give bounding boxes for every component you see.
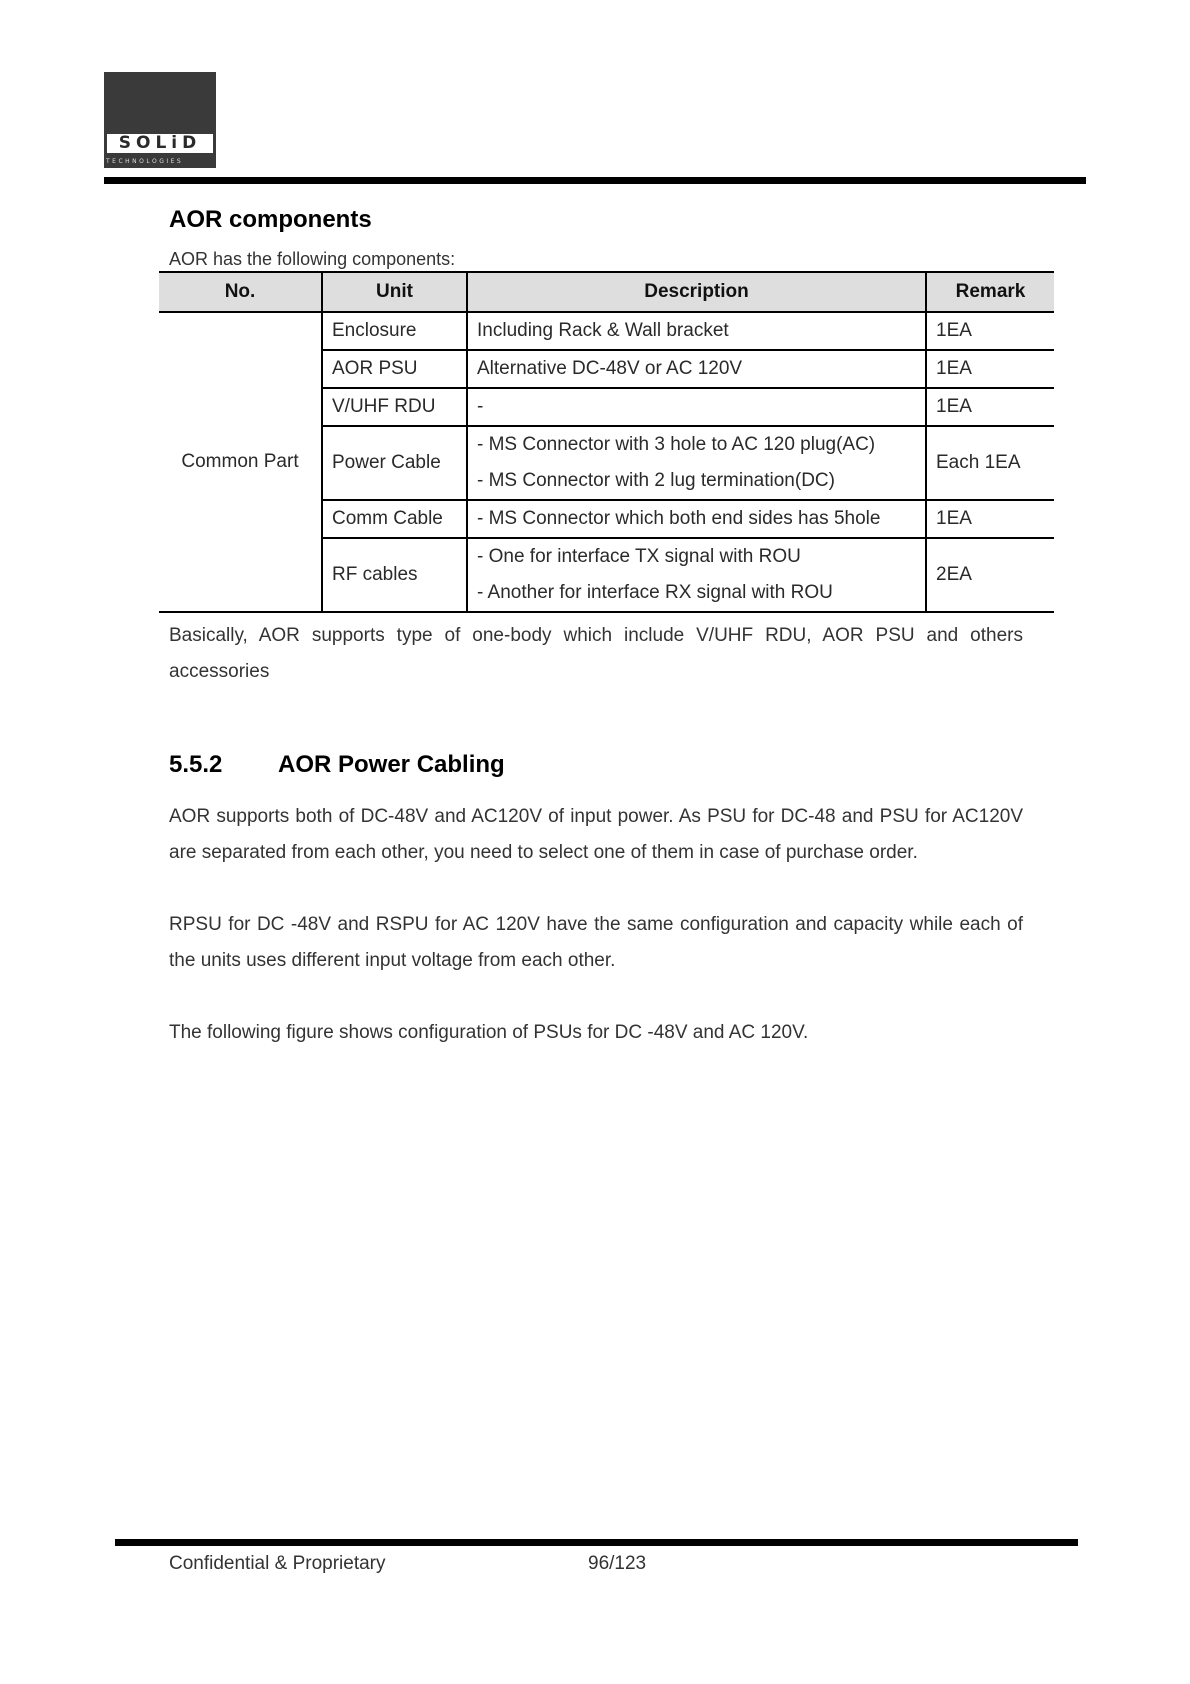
page-number: 96/123 xyxy=(588,1553,647,1574)
description-cell xyxy=(467,426,926,500)
remark-cell: 1EA xyxy=(926,350,1054,388)
figure-intro-paragraph: The following figure shows configuration of PSUs for DC -48V and AC 120V. xyxy=(169,1022,809,1043)
header-rule xyxy=(104,177,1086,184)
header-remark: Remark xyxy=(926,272,1054,312)
group-cell: Common Part xyxy=(159,312,322,612)
remark-cell: 1EA xyxy=(926,388,1054,426)
description-line: - One for interface TX signal with ROU xyxy=(477,546,801,567)
remark-cell: 1EA xyxy=(926,312,1054,350)
unit-cell: Comm Cable xyxy=(322,500,467,538)
description-cell: Including Rack & Wall bracket xyxy=(467,312,926,350)
remark-cell: 2EA xyxy=(926,538,1054,612)
description-line: - MS Connector with 3 hole to AC 120 plug(AC) xyxy=(477,434,876,455)
unit-cell: AOR PSU xyxy=(322,350,467,388)
company-logo xyxy=(104,72,216,168)
logo-wordmark: SOLiD xyxy=(107,134,213,153)
description-cell: Alternative DC-48V or AC 120V xyxy=(467,350,926,388)
section-title: AOR components xyxy=(169,206,372,233)
power-paragraph-2: RPSU for DC -48V and RSPU for AC 120V have the same configuration and capacity while each of the units uses different input voltage from each other. xyxy=(169,914,1023,971)
header-unit: Unit xyxy=(322,272,467,312)
description-cell: - MS Connector which both end sides has 5hole xyxy=(467,500,926,538)
subsection-title: AOR Power Cabling xyxy=(278,751,505,778)
description-cell xyxy=(467,538,926,612)
components-table xyxy=(159,271,1054,613)
unit-cell: Power Cable xyxy=(322,426,467,500)
unit-cell: RF cables xyxy=(322,538,467,612)
after-table-paragraph: Basically, AOR supports type of one-body which include V/UHF RDU, AOR PSU and others accessories xyxy=(169,625,1023,682)
remark-cell: Each 1EA xyxy=(926,426,1054,500)
footer-rule xyxy=(115,1539,1078,1546)
unit-cell: V/UHF RDU xyxy=(322,388,467,426)
description-line: - MS Connector with 2 lug termination(DC) xyxy=(477,470,835,491)
unit-cell: Enclosure xyxy=(322,312,467,350)
table-row xyxy=(159,312,1054,350)
header-no: No. xyxy=(159,272,322,312)
table-header-row xyxy=(159,272,1054,312)
description-line: - Another for interface RX signal with ROU xyxy=(477,582,833,603)
section-intro: AOR has the following components: xyxy=(169,249,456,269)
footer-confidential: Confidential & Proprietary xyxy=(169,1553,386,1574)
subsection-heading xyxy=(169,751,505,779)
logo-tagline: TECHNOLOGIES xyxy=(106,158,184,165)
description-cell: - xyxy=(467,388,926,426)
header-description: Description xyxy=(467,272,926,312)
subsection-number: 5.5.2 xyxy=(169,751,223,778)
power-paragraph-1: AOR supports both of DC-48V and AC120V of input power. As PSU for DC-48 and PSU for AC120V are separated from each other, you need to select one of them in case of purchase order. xyxy=(169,806,1023,863)
remark-cell: 1EA xyxy=(926,500,1054,538)
